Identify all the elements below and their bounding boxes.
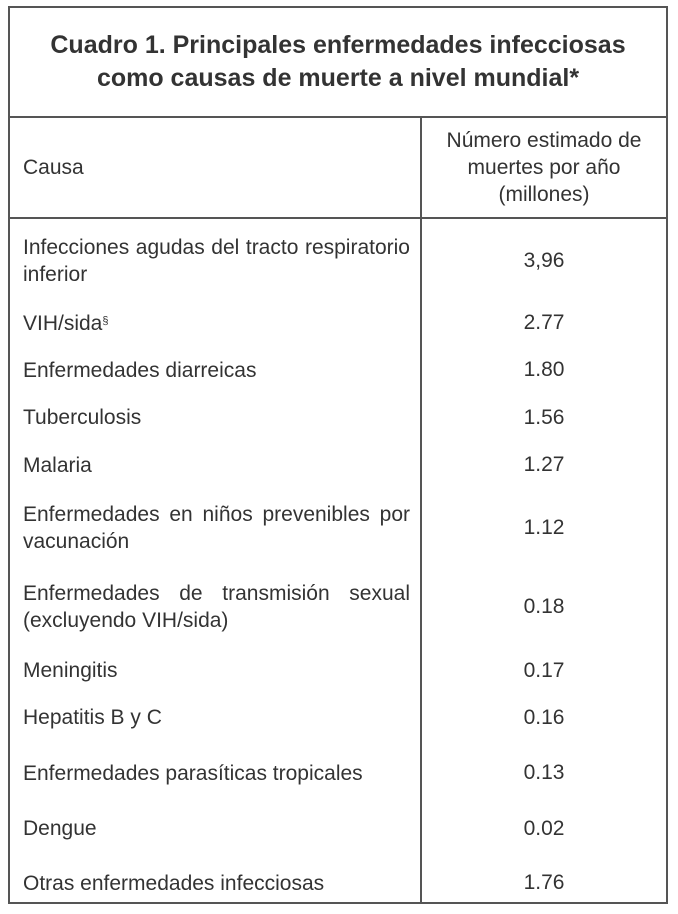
cause-text: Hepatitis B y C: [23, 706, 162, 729]
deaths-cell: 2.77: [523, 310, 565, 334]
table-row: [10, 694, 666, 741]
table-row: [10, 741, 666, 805]
deaths-cell: 1.76: [523, 871, 565, 894]
cause-text: Otras enfermedades infecciosas: [23, 871, 325, 895]
table-row: [10, 219, 666, 299]
table-row: [10, 567, 666, 647]
deaths-cell: 0.16: [523, 705, 565, 729]
deaths-cell: 1.80: [523, 358, 565, 381]
table-title: Cuadro 1. Principales enfermedades infecciosas como causas de muerte a nivel mundial*: [10, 8, 666, 118]
cause-cell: [10, 223, 420, 299]
cause-text: Dengue: [23, 817, 97, 840]
cause-label: VIH/sida: [23, 312, 103, 335]
table-row: [10, 441, 666, 489]
table-row: [10, 394, 666, 441]
deaths-cell: 0.13: [523, 761, 565, 784]
cause-cell: [10, 694, 420, 741]
cause-text: Enfermedades diarreicas: [23, 358, 257, 382]
cause-cell: [10, 647, 420, 694]
column-header-deaths-label: Número estimado de muertes por año (millones): [446, 129, 642, 206]
cause-text: [23, 308, 410, 337]
table-row: [10, 489, 666, 567]
data-table: [8, 6, 668, 904]
cause-text: Enfermedades parasíticas tropicales: [23, 761, 363, 785]
table-row: [10, 852, 666, 914]
footnote-marker: §: [102, 315, 109, 327]
cause-cell: [10, 567, 420, 647]
cause-text: Tuberculosis: [23, 406, 142, 429]
cause-text: Infecciones agudas del tracto respiratorio inferior: [23, 236, 410, 286]
column-header-cause: Causa: [23, 155, 84, 179]
table-body: [10, 219, 666, 914]
cause-text: Malaria: [23, 453, 92, 477]
table-row: [10, 805, 666, 852]
table-header-row: [10, 118, 666, 219]
cause-text: Enfermedades de transmisión sexual (excluyendo VIH/sida): [23, 582, 410, 632]
cause-cell: [10, 346, 420, 394]
cause-cell: [10, 394, 420, 441]
deaths-cell: 1.12: [523, 516, 565, 539]
cause-text: Meningitis: [23, 659, 118, 682]
table-row: [10, 299, 666, 346]
column-header-deaths: [420, 118, 666, 217]
deaths-cell: 0.18: [523, 595, 565, 618]
cause-cell: [10, 805, 420, 852]
cause-cell: [10, 741, 420, 805]
cause-cell: [10, 299, 420, 346]
deaths-cell: 1.56: [523, 405, 565, 429]
cause-cell: [10, 489, 420, 567]
cause-cell: [10, 441, 420, 489]
table-row: [10, 346, 666, 394]
deaths-cell: 3,96: [523, 249, 565, 272]
cause-text: Enfermedades en niños prevenibles por vacunación: [23, 503, 410, 553]
deaths-cell: 0.02: [523, 816, 565, 840]
cause-cell: [10, 852, 420, 914]
table-row: [10, 647, 666, 694]
deaths-cell: 1.27: [523, 453, 565, 476]
deaths-cell: 0.17: [523, 658, 565, 682]
